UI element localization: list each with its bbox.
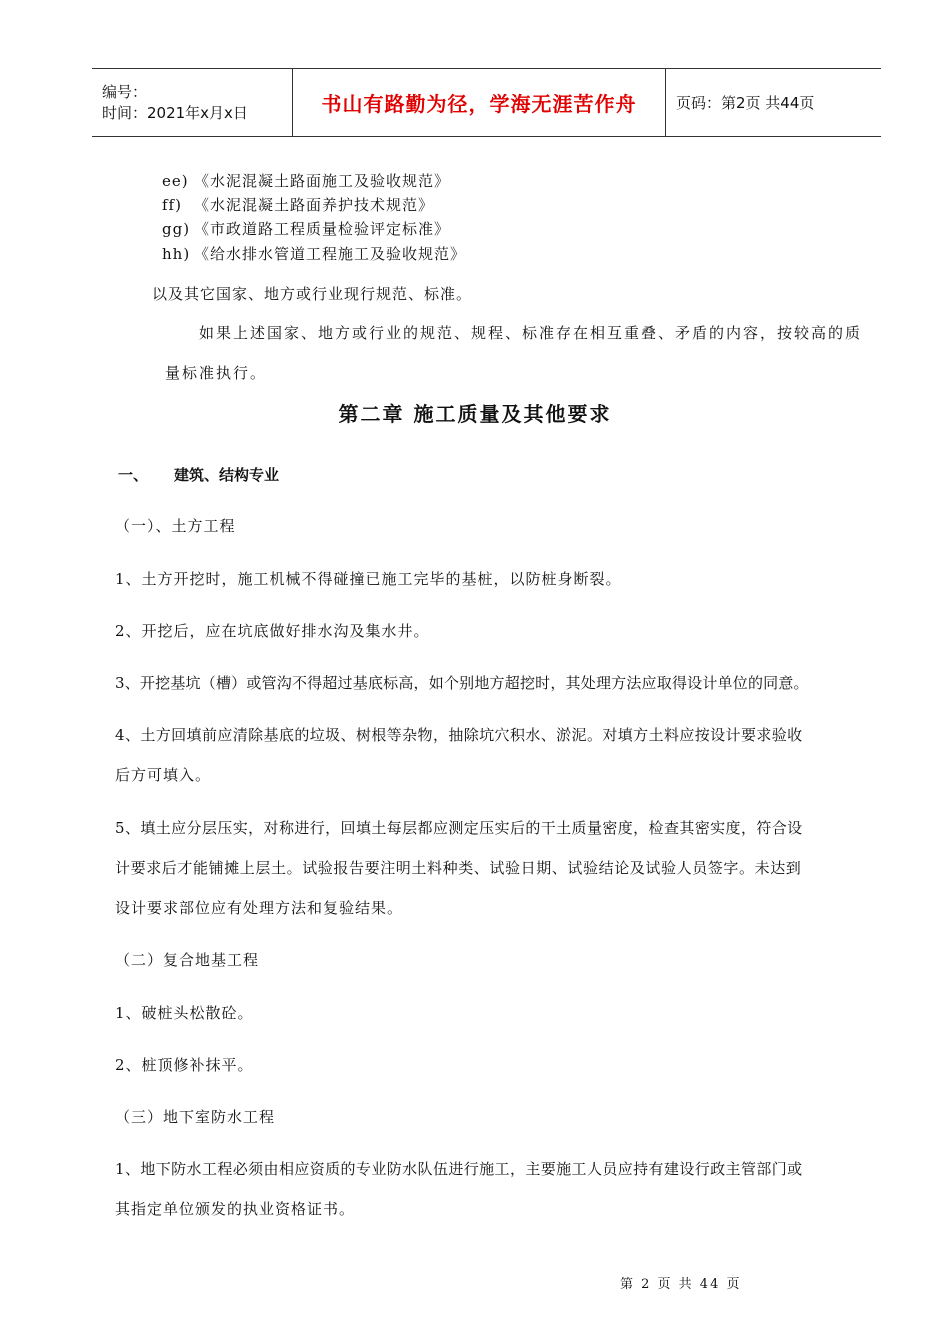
paragraph-line: 4、土方回填前应清除基底的垃圾、树根等杂物，抽除坑穴积水、淤泥。对填方土料应按设计要求验收 <box>115 726 803 744</box>
page-footer: 第 2 页 共 44 页 <box>620 1277 742 1292</box>
reference-item <box>162 218 450 239</box>
subsection-heading: （二）复合地基工程 <box>115 951 260 969</box>
reference-title: 《市政道路工程质量检验评定标准》 <box>194 220 451 238</box>
reference-number: ee) <box>162 172 189 190</box>
header-page-info <box>666 69 881 136</box>
header-motto <box>293 69 666 136</box>
section-heading <box>118 464 279 485</box>
motto-text: 书山有路勤为径，学海无涯苦作舟 <box>321 92 637 116</box>
paragraph: 2、开挖后，应在坑底做好排水沟及集水井。 <box>115 622 430 640</box>
reference-number: hh) <box>162 245 191 263</box>
paragraph: 1、土方开挖时，施工机械不得碰撞已施工完毕的基桩，以防桩身断裂。 <box>115 570 622 588</box>
reference-title: 《水泥混凝土路面施工及验收规范》 <box>194 172 451 190</box>
reference-item <box>162 170 450 191</box>
paragraph: 1、破桩头松散砼。 <box>115 1004 254 1022</box>
priority-note-line: 如果上述国家、地方或行业的规范、规程、标准存在相互重叠、矛盾的内容，按较高的质 <box>199 324 863 342</box>
reference-title: 《给水排水管道工程施工及验收规范》 <box>194 245 467 263</box>
paragraph: 2、桩顶修补抹平。 <box>115 1056 254 1074</box>
page-header <box>92 68 881 137</box>
reference-item <box>162 243 466 264</box>
paragraph-line: 其指定单位颁发的执业资格证书。 <box>115 1200 356 1218</box>
reference-number: ff) <box>162 196 182 214</box>
section-title: 建筑、结构专业 <box>174 466 280 484</box>
paragraph-line: 设计要求部位应有处理方法和复验结果。 <box>115 899 404 917</box>
reference-item <box>162 194 434 215</box>
subsection-heading: （一）、土方工程 <box>115 517 236 535</box>
chapter-title: 第二章 施工质量及其他要求 <box>338 402 612 426</box>
page-number-label: 页码：第2页 共44页 <box>676 94 815 112</box>
paragraph-line: 1、地下防水工程必须由相应资质的专业防水队伍进行施工，主要施工人员应持有建设行政主管部门或 <box>115 1160 803 1178</box>
section-number: 一、 <box>118 466 149 484</box>
reference-number: gg) <box>162 220 191 238</box>
paragraph-line: 计要求后才能铺摊上层土。试验报告要注明土料种类、试验日期、试验结论及试验人员签字。未达到 <box>115 859 802 877</box>
header-meta <box>92 69 293 136</box>
other-standards-text: 以及其它国家、地方或行业现行规范、标准。 <box>152 285 473 303</box>
priority-note-line: 量标准执行。 <box>165 364 268 382</box>
paragraph: 3、开挖基坑（槽）或管沟不得超过基底标高，如个别地方超挖时，其处理方法应取得设计单位的同意。 <box>115 674 809 692</box>
document-number-label: 编号： <box>102 82 148 101</box>
reference-title: 《水泥混凝土路面养护技术规范》 <box>194 196 435 214</box>
document-time-label: 时间：2021年x月x日 <box>102 103 248 122</box>
paragraph-line: 5、填土应分层压实，对称进行，回填土每层都应测定压实后的干土质量密度，检查其密实度，符合设 <box>115 819 803 837</box>
paragraph-line: 后方可填入。 <box>115 766 212 784</box>
subsection-heading: （三）地下室防水工程 <box>115 1108 276 1126</box>
